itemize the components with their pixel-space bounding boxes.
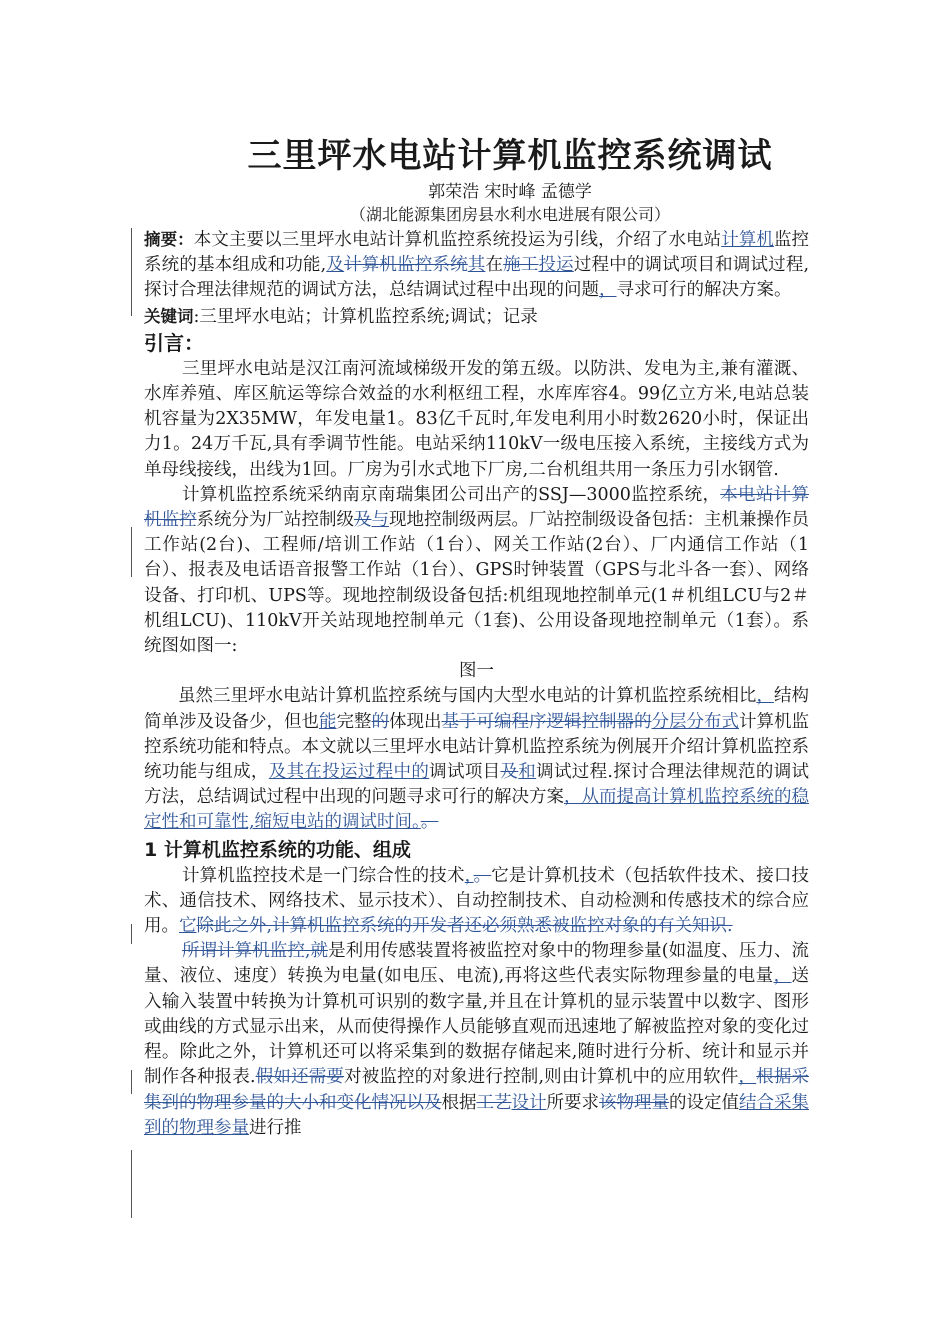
document-title: 三里坪水电站计算机监控系统调试	[247, 136, 773, 176]
change-bar	[131, 228, 132, 316]
inserted-text: 结合采集到的物理参量	[144, 1092, 809, 1138]
body-text: 进行推	[249, 1117, 302, 1138]
change-bar	[131, 1150, 132, 1218]
body-text: 所要求	[546, 1092, 599, 1113]
abstract-label: 摘要	[144, 230, 178, 249]
body-text: 现地控制级两层。厂站控制级设备包括：主机兼操作员工作站(2台)、工程师/培训工作站（1台）、网关工作站(2台）、厂内通信工作站（1台）、报表及电话语音报警工作站（1台）、GPS时钟装置（GPS与北斗各一套）、网络设备、打印机、UPS等。现地控制级设备包括:机组现地控制单元(1＃机组LCU与2＃机组LCU)、110kV开关站现地控制单元（1套)、公用设备现地控制单元（1套）。系统图如图一:	[144, 510, 809, 657]
inserted-text: 其	[467, 255, 486, 276]
abstract-text: 在	[485, 255, 504, 276]
deleted-text: 所谓计算机监控,就	[182, 941, 329, 962]
body-text: 调试过程.探讨合理法律规范的调试方法，总结调试过程中出现的问题寻求可行的解决方案	[144, 762, 810, 808]
deleted-text: 计算机监控系统	[344, 255, 468, 276]
body-text: 系统分为厂站控制级	[196, 510, 354, 531]
deleted-text: 施工	[503, 255, 539, 276]
inserted-text: ，从而提高计算机监控系统的稳定性和可靠性,缩短电站的调试时间。	[144, 787, 809, 833]
change-bar	[131, 924, 132, 944]
paragraph-2	[144, 483, 809, 659]
abstract-colon: ：	[177, 230, 194, 249]
deleted-text: 基于可编程序逻辑控制器的	[441, 711, 652, 732]
body-text: 计算机监控系统功能和特点。本文就以三里坪水电站计算机监控系统为例展开介绍计算机监控系统功能与组成，	[144, 711, 809, 783]
abstract-text: 过程中的调试项目和调试过程,探讨合理法律规范的调试方法，总结调试过程中出现的问题	[144, 255, 810, 301]
document-authors: 郭荣浩 宋时峰 孟德学	[428, 182, 592, 202]
body-text: 结构简单涉及设备少，但也	[144, 686, 810, 732]
deleted-text: 及	[354, 510, 372, 531]
paragraph-3	[144, 684, 809, 835]
inserted-text: 计算机	[721, 230, 774, 250]
abstract-paragraph	[144, 227, 809, 304]
body-text: 调试项目	[429, 762, 501, 783]
inserted-text: ，	[599, 280, 617, 301]
body-text: 计算机监控技术是一门综合性的技术	[182, 865, 465, 886]
inserted-text: ，	[773, 966, 792, 987]
paragraph-5	[144, 939, 809, 1141]
body-text: 计算机监控系统采纳南京南瑞集团公司出产的SSJ—3000监控系统，	[182, 484, 721, 505]
intro-heading: 引言：	[144, 330, 204, 355]
figure-caption: 图一	[459, 661, 494, 682]
inserted-text: 和	[518, 762, 537, 783]
keywords-paragraph	[144, 304, 809, 330]
body-text: 它是计算机技术（包括软件技术、接口技术、通信技术、网络技术、显示技术）、自动控制技术、自动检测和传感技术的综合应用。	[144, 865, 810, 937]
deleted-text: 及	[500, 762, 519, 783]
keywords-label: 关键词	[144, 306, 194, 326]
deleted-text: 假如还需要	[255, 1067, 345, 1088]
inserted-text: 及	[326, 255, 345, 276]
body-text: 的设定值	[669, 1092, 739, 1113]
inserted-text: 投运	[538, 255, 574, 276]
body-text: 完整	[336, 711, 372, 732]
inserted-text: 能	[319, 711, 337, 732]
inserted-text: 它	[179, 916, 197, 937]
inserted-text: 设计	[511, 1092, 547, 1113]
deleted-text: 的	[371, 711, 389, 732]
abstract-text: 监控系统的基本组成和功能,	[144, 230, 810, 276]
body-text: 虽然三里坪水电站计算机监控系统与国内大型水电站的计算机监控系统相比	[178, 686, 757, 707]
inserted-text: ，	[464, 865, 474, 886]
paragraph-4	[144, 864, 809, 940]
document-affiliation: （湖北能源集团房县水利水电进展有限公司）	[349, 205, 670, 224]
deleted-text: 根据采集到的物理参量的大小和变化情况以及	[144, 1067, 810, 1113]
body-text: 是利用传感装置将被监控对象中的物理参量(如温度、压力、流量、液位、速度）转换为电量(如电压、电流),再将这些代表实际物理参量的电量	[144, 941, 810, 987]
body-text: 根据	[441, 1092, 477, 1113]
abstract-text: 本文主要以三里坪水电站计算机监控系统投运为引线，介绍了水电站	[193, 230, 722, 250]
deleted-text: 。	[473, 865, 492, 886]
inserted-text: ，	[738, 1067, 757, 1088]
paragraph-1: 三里坪水电站是汉江南河流域梯级开发的第五级。以防洪、发电为主,兼有灌溉、水库养殖、库区航运等综合效益的水利枢纽工程，水库库容4。99亿立方米,电站总装机容量为2X35MW，年发电量1。83亿千瓦时,年发电利用小时数2620小时，保证出力1。24万千瓦,具有季调节性能。电站采纳110kV一级电压接入系统，主接线方式为单母线接线，出线为1回。厂房为引水式地下厂房,二台机组共用一条压力引水钢管.	[144, 358, 809, 480]
abstract-text: 寻求可行的解决方案。	[616, 280, 792, 301]
body-text: 对被监控的对象进行控制,则由计算机中的应用软件	[344, 1067, 739, 1088]
body-text: 送入输入装置中转换为计算机可识别的数字量,并且在计算机的显示装置中以数字、图形或曲线的方式显示出来，从而使得操作人员能够直观而迅速地了解被监控对象的变化过程。除此之外，计算机还可以将采集到的数据存储起来,随时进行分析、统计和显示并制作各种报表.	[144, 966, 810, 1088]
deleted-text: 工艺	[476, 1092, 512, 1113]
deleted-text: 。	[420, 812, 439, 833]
inserted-text: 分层分布式	[651, 711, 739, 732]
inserted-text: 及其在投运过程中的	[268, 762, 430, 783]
deleted-text: 该物理量	[599, 1092, 669, 1113]
keywords-text: :三里坪水电站；计算机监控系统;调试；记录	[193, 306, 538, 327]
section-heading: 1 计算机监控系统的功能、组成	[144, 838, 411, 861]
document-body	[144, 227, 809, 1141]
deleted-text: 本电站计算机监控	[144, 484, 809, 531]
inserted-text: 与	[371, 510, 389, 531]
inserted-text: ，	[756, 686, 774, 707]
body-text: 体现出	[389, 711, 442, 732]
deleted-text: 除此之外,计算机监控系统的开发者还必须熟悉被监控对象的有关知识.	[196, 916, 733, 937]
change-bar	[131, 527, 132, 577]
change-bar	[131, 1070, 132, 1094]
